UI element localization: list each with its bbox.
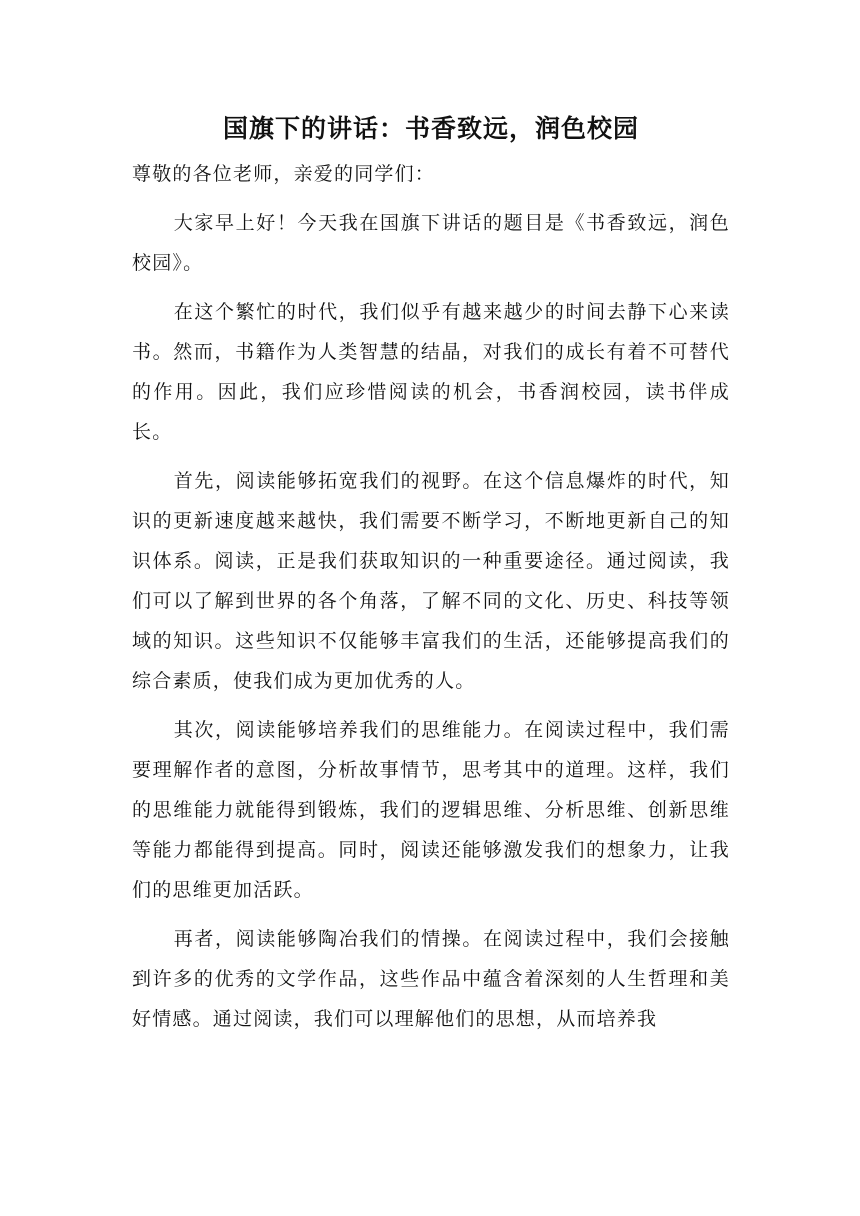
paragraph-broaden-horizons: 首先，阅读能够拓宽我们的视野。在这个信息爆炸的时代，知识的更新速度越来越快，我们需要不断学习，不断地更新自己的知识体系。阅读，正是我们获取知识的一种重要途径。通过阅读，我们可以了解到世界的各个角落，了解不同的文化、历史、科技等领域的知识。这些知识不仅能够丰富我们的生活，还能够提高我们的综合素质，使我们成为更加优秀的人。 — [132, 470, 730, 692]
salutation: 尊敬的各位老师，亲爱的同学们： — [132, 163, 436, 185]
paragraph-cultivate-sentiment: 再者，阅读能够陶冶我们的情操。在阅读过程中，我们会接触到许多的优秀的文学作品，这些作品中蕴含着深刻的人生哲理和美好情感。通过阅读，我们可以理解他们的思想，从而培养我 — [132, 928, 730, 1030]
document-body — [132, 104, 730, 1039]
document-title: 国旗下的讲话：书香致远，润色校园 — [222, 114, 639, 143]
paragraph-intro: 在这个繁忙的时代，我们似乎有越来越少的时间去静下心来读书。然而，书籍作为人类智慧的结晶，对我们的成长有着不可替代的作用。因此，我们应珍惜阅读的机会，书香润校园，读书伴成长。 — [132, 301, 730, 443]
paragraph-greeting: 大家早上好！今天我在国旗下讲话的题目是《书香致远，润色校园》。 — [132, 212, 730, 274]
paragraph-thinking-ability: 其次，阅读能够培养我们的思维能力。在阅读过程中，我们需要理解作者的意图，分析故事情节，思考其中的道理。这样，我们的思维能力就能得到锻炼，我们的逻辑思维、分析思维、创新思维等能力都能得到提高。同时，阅读还能够激发我们的想象力，让我们的思维更加活跃。 — [132, 719, 730, 901]
